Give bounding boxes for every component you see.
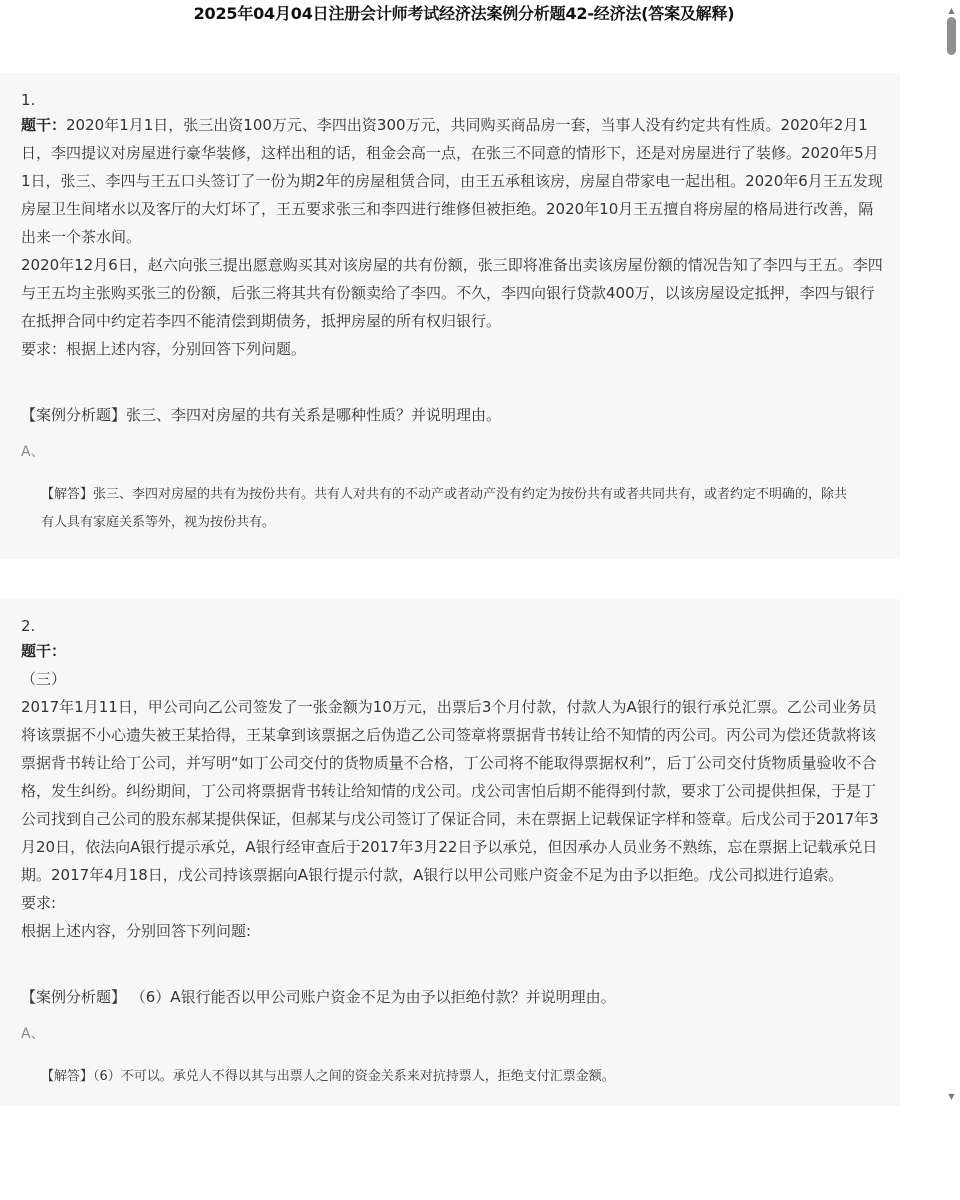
page-title: 2025年04月04日注册会计师考试经济法案例分析题42-经济法(答案及解释) <box>193 4 735 23</box>
stem-label: 题干： <box>21 116 67 134</box>
question-stem <box>21 111 886 363</box>
stem-paragraph: 根据上述内容，分别回答下列问题: <box>21 922 252 940</box>
vertical-scrollbar[interactable] <box>943 0 960 1106</box>
stem-paragraph: 要求：根据上述内容，分别回答下列问题。 <box>21 340 307 358</box>
question-number: 1. <box>21 91 36 109</box>
question-number: 2. <box>21 617 36 635</box>
stem-paragraph: （三） <box>21 670 67 688</box>
answer-explanation: 【解答】张三、李四对房屋的共有为按份共有。共有人对共有的不动产或者动产没有约定为按份共有或者共同共有，或者约定不明确的，除共有人具有家庭关系等外，视为按份共有。 <box>41 487 848 530</box>
answer-option[interactable]: A、 <box>21 444 45 460</box>
stem-label: 题干： <box>21 642 67 660</box>
scrollbar-thumb[interactable] <box>947 17 956 55</box>
arrow-up-icon[interactable]: ▲ <box>948 5 955 15</box>
answer-explanation: 【解答】（6）不可以。承兑人不得以其与出票人之间的资金关系来对抗持票人，拒绝支付汇票金额。 <box>41 1069 615 1084</box>
stem-paragraph <box>21 111 886 251</box>
question-prompt: 【案例分析题】张三、李四对房屋的共有关系是哪种性质？并说明理由。 <box>21 406 502 424</box>
question-stem <box>21 637 886 945</box>
question-card <box>0 73 900 559</box>
question-card <box>0 599 900 1106</box>
question-prompt: 【案例分析题】 （6）A银行能否以甲公司账户资金不足为由予以拒绝付款？并说明理由。 <box>21 988 616 1006</box>
stem-paragraph: 2020年12月6日，赵六向张三提出愿意购买其对该房屋的共有份额，张三即将准备出卖该房屋份额的情况告知了李四与王五。李四与王五均主张购买张三的份额，后张三将其共有份额卖给了李四。不久，李四向银行贷款400万，以该房屋设定抵押，李四与银行在抵押合同中约定若李四不能清偿到期债务，抵押房屋的所有权归银行。 <box>21 256 883 330</box>
arrow-down-icon[interactable]: ▼ <box>948 1091 955 1101</box>
stem-text: 2020年1月1日，张三出资100万元、李四出资300万元，共同购买商品房一套，当事人没有约定共有性质。2020年2月1日，李四提议对房屋进行豪华装修，这样出租的话，租金会高一点，在张三不同意的情形下，还是对房屋进行了装修。2020年5月1日，张三、李四与王五口头签订了一份为期2年的房屋租赁合同，由王五承租该房，房屋自带家电一起出租。2020年6月王五发现房屋卫生间堵水以及客厅的大灯坏了，王五要求张三和李四进行维修但被拒绝。2020年10月王五擅自将房屋的格局进行改善，隔出来一个茶水间。 <box>21 116 883 246</box>
stem-paragraph: 2017年1月11日，甲公司向乙公司签发了一张金额为10万元，出票后3个月付款，付款人为A银行的银行承兑汇票。乙公司业务员将该票据不小心遗失被王某拾得，王某拿到该票据之后伪造乙公司签章将票据背书转让给不知情的丙公司。丙公司为偿还货款将该票据背书转让给丁公司，并写明“如丁公司交付的货物质量不合格，丁公司将不能取得票据权利”，后丁公司交付货物质量验收不合格，发生纠纷。纠纷期间，丁公司将票据背书转让给知情的戊公司。戊公司害怕后期不能得到付款，要求丁公司提供担保，于是丁公司找到自己公司的股东郝某提供保证，但郝某与戊公司签订了保证合同，未在票据上记载保证字样和签章。后戊公司于2017年3月20日，依法向A银行提示承兑，A银行经审查后于2017年3月22日予以承兑，但因承办人员业务不熟练，忘在票据上记载承兑日期。2017年4月18日，戊公司持该票据向A银行提示付款，A银行以甲公司账户资金不足为由予以拒绝。戊公司拟进行追索。 <box>21 698 879 884</box>
stem-paragraph: 要求: <box>21 894 57 912</box>
answer-option[interactable]: A、 <box>21 1026 45 1042</box>
